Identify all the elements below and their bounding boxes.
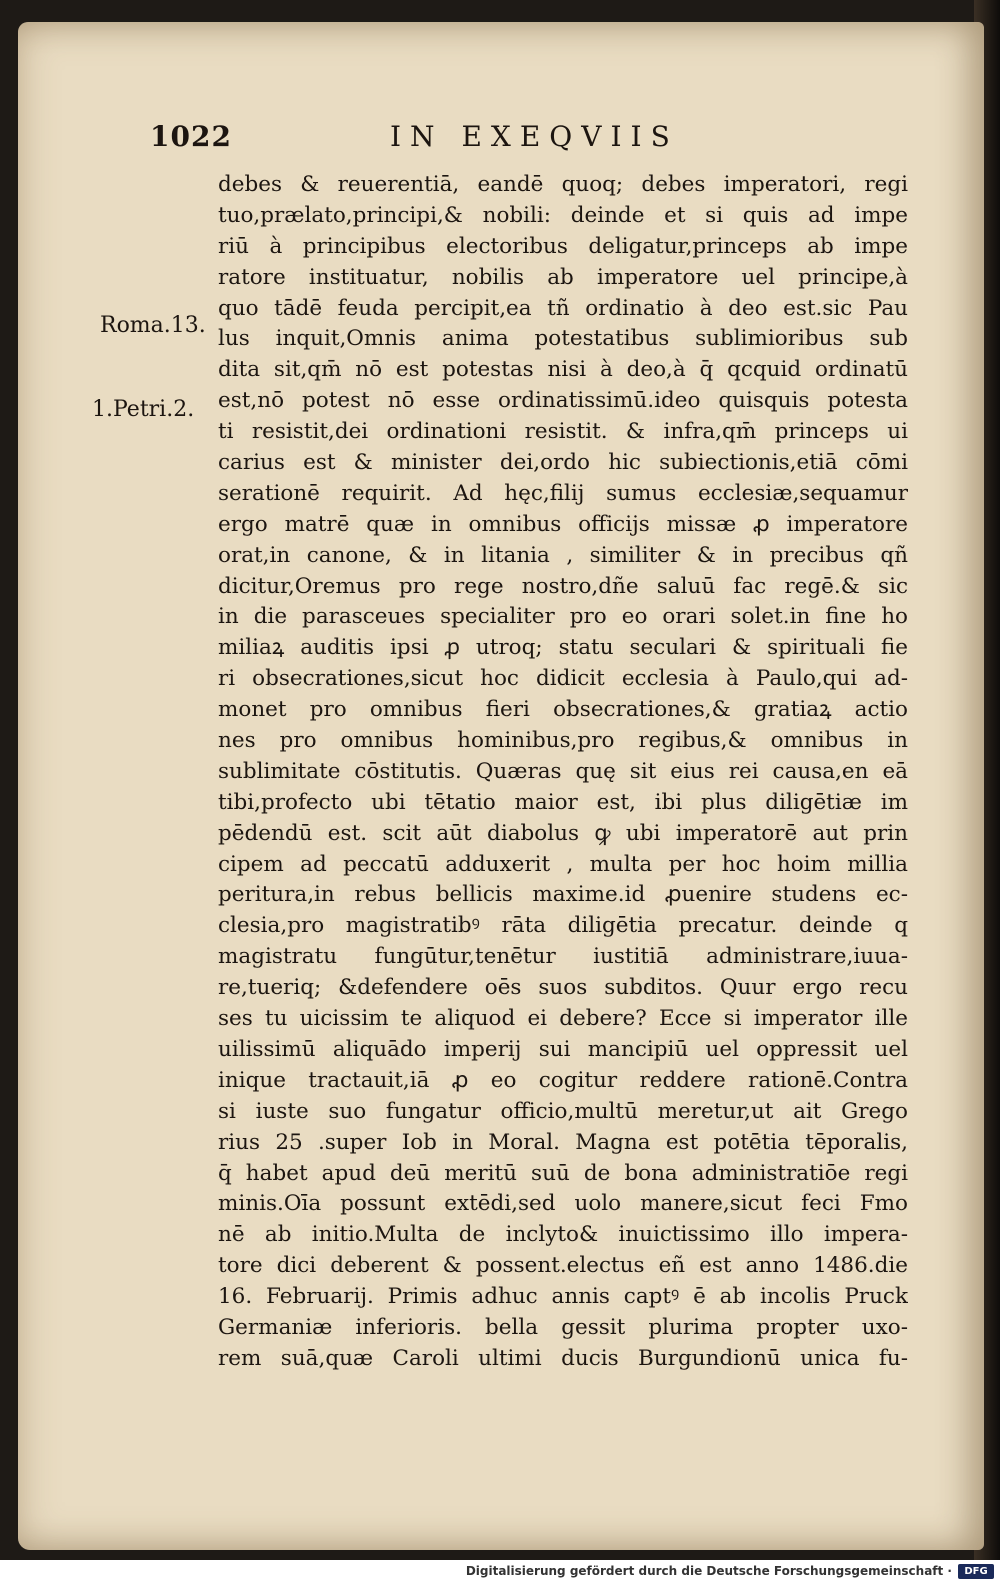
- text-line: re,tueriq; &defendere oēs suos subditos. Quur ergo recu: [218, 975, 908, 1001]
- text-line: cipem ad peccatū adduxerit , multa per hoc hoim millia: [218, 851, 908, 877]
- text-line: inique tractauit,iā ꝓ eo cogitur reddere rationē.Contra: [218, 1067, 908, 1093]
- text-line: rius 25 .super Iob in Moral. Magna est potētia tēporalis,: [218, 1129, 908, 1155]
- text-line: riū à principibus electoribus deligatur,princeps ab impe: [218, 233, 908, 259]
- text-line: nē ab initio.Multa de inclyto& inuictissimo illo impera-: [218, 1222, 908, 1248]
- text-line: nes pro omnibus hominibus,pro regibus,& omnibus in: [218, 728, 908, 754]
- text-line: monet pro omnibus fieri obsecrationes,& gratiaꝝ actio: [218, 697, 908, 723]
- text-line: dita sit,qm̄ nō est potestas nisi à deo,à q̄ qcquid ordinatū: [218, 357, 908, 383]
- text-line: ri obsecrationes,sicut hoc didicit ecclesia à Paulo,qui ad-: [218, 666, 908, 692]
- text-line: si iuste suo fungatur officio,multū meretur,ut ait Grego: [218, 1098, 908, 1124]
- page-number: 1022: [150, 120, 232, 153]
- text-line: debes & reuerentiā, eandē quoq; debes imperatori, regi: [218, 172, 908, 197]
- text-line: miliaꝝ auditis ipsi ꝓ utroq; statu seculari & spirituali fie: [218, 635, 908, 661]
- text-line: tore dici deberent & possent.electus eñ est anno 1486.die: [218, 1253, 908, 1279]
- text-line: Germaniæ inferioris. bella gessit plurima propter uxo-: [218, 1314, 908, 1340]
- text-line: ratore instituatur, nobilis ab imperatore uel principe,à: [218, 264, 908, 290]
- text-line: 16. Februarij. Primis adhuc annis captꝰ ē ab incolis Pruck: [218, 1284, 908, 1310]
- text-line: in die parasceues specialiter pro eo orari solet.in fine ho: [218, 604, 908, 630]
- margin-note-roma: Roma.13.: [100, 313, 206, 338]
- text-line: tuo,prælato,principi,& nobili: deinde et si quis ad impe: [218, 202, 908, 228]
- text-line: lus inquit,Omnis anima potestatibus sublimioribus sub: [218, 326, 908, 352]
- text-line: quo tādē feuda percipit,ea tñ ordinatio à deo est.sic Pau: [218, 295, 908, 321]
- text-line: uilissimū aliquādo imperij sui mancipiū uel oppressit uel: [218, 1036, 908, 1062]
- footer-credit: Digitalisierung gefördert durch die Deutsche Forschungsgemeinschaft ·: [465, 1564, 952, 1578]
- text-line: carius est & minister dei,ordo hic subiectionis,etiā cōmi: [218, 450, 908, 476]
- margin-note-petri: 1.Petri.2.: [92, 397, 195, 422]
- body-text: [218, 170, 908, 1375]
- text-line: magistratu fungūtur,tenētur iustitiā administrare,iuua-: [218, 944, 908, 970]
- text-line: est,nō potest nō esse ordinatissimū.ideo quisquis potesta: [218, 388, 908, 414]
- text-line: tibi,profecto ubi tētatio maior est, ibi plus diligētiæ im: [218, 789, 908, 815]
- page-header: [150, 120, 770, 160]
- text-line: sublimitate cōstitutis. Quæras quę sit eius rei causa,en eā: [218, 758, 908, 784]
- text-line: ti resistit,dei ordinationi resistit. & infra,qm̄ princeps ui: [218, 419, 908, 445]
- text-line: dicitur,Oremus pro rege nostro,dñe saluū fac regē.& sic: [218, 573, 908, 599]
- text-line: pēdendū est. scit aūt diabolus ꝙ ubi imperatorē aut prin: [218, 820, 908, 846]
- text-line: minis.Oīa possunt extēdi,sed uolo manere,sicut feci Fmo: [218, 1191, 908, 1217]
- dfg-logo-icon: DFG: [958, 1564, 994, 1579]
- text-line: orat,in canone, & in litania , similiter & in precibus qñ: [218, 542, 908, 568]
- digitization-footer: [0, 1560, 1000, 1584]
- text-line: clesia,pro magistratibꝰ rāta diligētia precatur. deinde q: [218, 913, 908, 939]
- text-line: q̄ habet apud deū meritū suū de bona administratiōe regi: [218, 1160, 908, 1186]
- text-line: ergo matrē quæ in omnibus officijs missæ ꝓ imperatore: [218, 511, 908, 537]
- text-line: peritura,in rebus bellicis maxime.id ꝓuenire studens ec-: [218, 882, 908, 908]
- running-title: IN EXEQVIIS: [390, 120, 679, 153]
- text-line: ses tu uicissim te aliquod ei debere? Ecce si imperator ille: [218, 1006, 908, 1032]
- text-line: serationē requirit. Ad hęc,filij sumus ecclesiæ,sequamur: [218, 480, 908, 506]
- text-line: rem suā,quæ Caroli ultimi ducis Burgundionū unica fu-: [218, 1345, 908, 1371]
